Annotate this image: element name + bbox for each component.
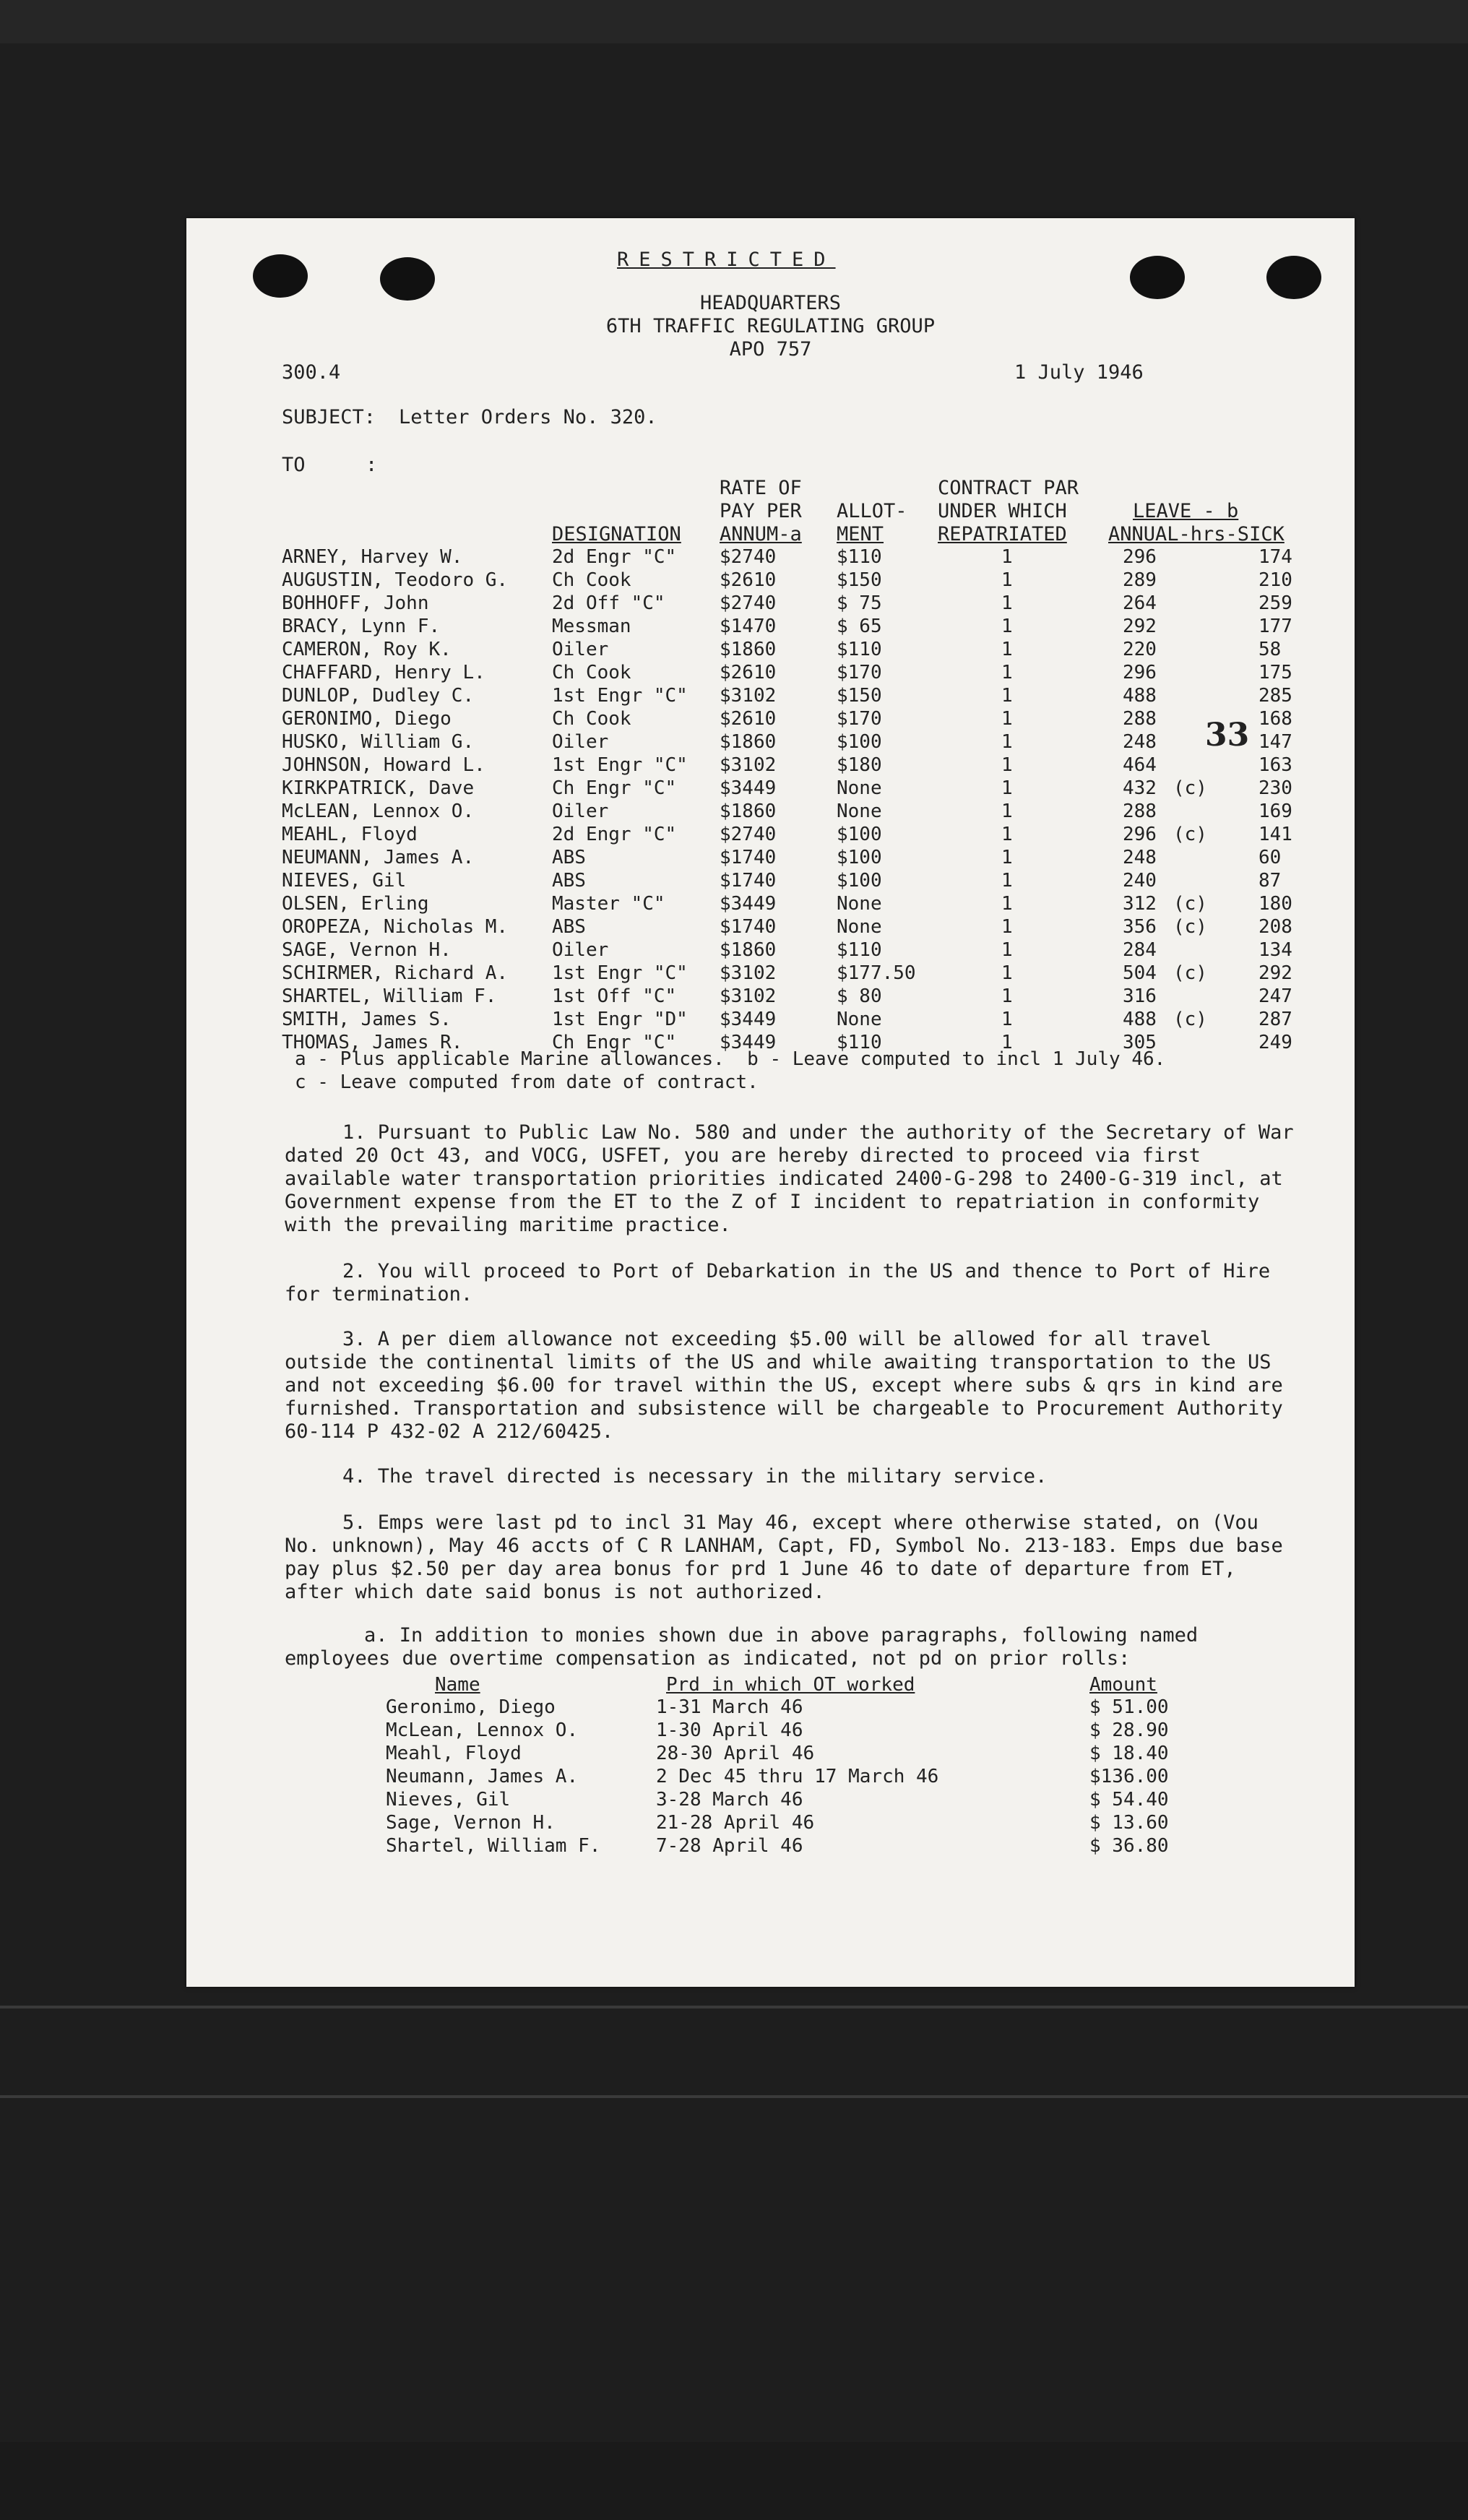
classification-marking: RESTRICTED: [617, 249, 836, 271]
row-contract: 1: [1001, 962, 1013, 984]
table-row: [186, 962, 1355, 985]
row-rate: $2610: [720, 662, 777, 683]
col-header-designation: DESIGNATION: [552, 523, 681, 545]
row-leave-sick: 174: [1258, 546, 1292, 568]
table-row: [186, 662, 1355, 685]
row-name: MEAHL, Floyd: [282, 824, 418, 845]
ot-amount: $ 54.40: [1089, 1789, 1169, 1811]
paragraph-1: 1. Pursuant to Public Law No. 580 and under the authority of the Secretary of War dated 20 Oct 43, and VOCG, USFET, you are hereby directed to proceed via first available water transportation priorities indicated 2400-G-298 to 2400-G-319 incl, at Government expense from the ET to the Z of I incident to repatriation in conformity with the prevailing maritime practice.: [285, 1121, 1294, 1236]
row-designation: Ch Cook: [552, 708, 631, 730]
row-name: THOMAS, James R.: [282, 1032, 463, 1053]
org-line-3: APO 757: [729, 338, 812, 361]
table-row: [186, 985, 1355, 1009]
row-name: SHARTEL, William F.: [282, 985, 497, 1007]
table-row: [186, 824, 1355, 847]
list-item: [186, 1835, 1355, 1858]
table-row: [186, 731, 1355, 754]
row-designation: ABS: [552, 916, 586, 938]
row-contract: 1: [1001, 870, 1013, 892]
row-name: OLSEN, Erling: [282, 893, 429, 915]
row-rate: $1470: [720, 616, 777, 637]
row-allotment: $177.50: [837, 962, 916, 984]
row-contract: 1: [1001, 731, 1013, 753]
row-rate: $1740: [720, 916, 777, 938]
row-contract: 1: [1001, 777, 1013, 799]
col-header-leave-1: LEAVE - b: [1133, 500, 1239, 522]
table-row: [186, 685, 1355, 708]
row-leave-code: (c): [1173, 893, 1207, 915]
row-contract: 1: [1001, 939, 1013, 961]
file-number: 300.4: [282, 361, 341, 384]
row-name: McLEAN, Lennox O.: [282, 801, 475, 822]
row-rate: $3449: [720, 777, 777, 799]
row-leave-annual: 289: [1123, 569, 1157, 591]
row-name: BRACY, Lynn F.: [282, 616, 441, 637]
row-leave-sick: 58: [1258, 639, 1282, 660]
film-band-bottom: [0, 2442, 1468, 2520]
org-line-2: 6TH TRAFFIC REGULATING GROUP: [605, 315, 936, 337]
table-row: [186, 847, 1355, 870]
row-designation: Oiler: [552, 939, 609, 961]
subject-label: SUBJECT:: [282, 406, 376, 428]
row-leave-annual: 356: [1123, 916, 1157, 938]
row-contract: 1: [1001, 546, 1013, 568]
table-row: [186, 1009, 1355, 1032]
row-allotment: $110: [837, 639, 882, 660]
ot-period: 21-28 April 46: [656, 1812, 815, 1834]
row-name: ARNEY, Harvey W.: [282, 546, 463, 568]
list-item: [186, 1696, 1355, 1719]
row-contract: 1: [1001, 801, 1013, 822]
row-contract: 1: [1001, 916, 1013, 938]
ot-name: Neumann, James A.: [386, 1766, 579, 1787]
row-rate: $3449: [720, 1032, 777, 1053]
footnote-ab: a - Plus applicable Marine allowances. b - Leave computed to incl 1 July 46.: [295, 1048, 1166, 1070]
row-leave-code: (c): [1173, 916, 1207, 938]
row-name: AUGUSTIN, Teodoro G.: [282, 569, 509, 591]
film-line: [0, 2095, 1468, 2098]
row-leave-code: (c): [1173, 962, 1207, 984]
row-allotment: None: [837, 1009, 882, 1030]
col-header-allot-1: ALLOT-: [837, 500, 907, 522]
col-header-rate-2: PAY PER: [720, 500, 802, 522]
row-designation: 2d Engr "C": [552, 546, 677, 568]
row-leave-annual: 292: [1123, 616, 1157, 637]
row-contract: 1: [1001, 639, 1013, 660]
row-designation: Ch Engr "C": [552, 1032, 677, 1053]
row-leave-annual: 284: [1123, 939, 1157, 961]
ot-name: Shartel, William F.: [386, 1835, 601, 1857]
ot-period: 1-31 March 46: [656, 1696, 803, 1718]
row-rate: $2610: [720, 708, 777, 730]
row-allotment: $150: [837, 569, 882, 591]
table-row: [186, 916, 1355, 939]
row-allotment: None: [837, 777, 882, 799]
document-date: 1 July 1946: [1014, 361, 1144, 384]
row-leave-sick: 147: [1258, 731, 1292, 753]
col-header-contract-1: CONTRACT PAR: [938, 477, 1079, 499]
row-allotment: $ 80: [837, 985, 882, 1007]
row-allotment: None: [837, 893, 882, 915]
row-leave-sick: 208: [1258, 916, 1292, 938]
ot-amount: $ 51.00: [1089, 1696, 1169, 1718]
row-leave-sick: 168: [1258, 708, 1292, 730]
row-leave-annual: 288: [1123, 801, 1157, 822]
row-leave-sick: 175: [1258, 662, 1292, 683]
row-contract: 1: [1001, 592, 1013, 614]
document-page: [186, 218, 1355, 1987]
row-name: SAGE, Vernon H.: [282, 939, 452, 961]
row-rate: $1860: [720, 939, 777, 961]
row-designation: 1st Engr "C": [552, 685, 688, 707]
row-allotment: $170: [837, 662, 882, 683]
row-allotment: $ 75: [837, 592, 882, 614]
row-name: CAMERON, Roy K.: [282, 639, 452, 660]
row-allotment: $110: [837, 1032, 882, 1053]
row-name: BOHHOFF, John: [282, 592, 429, 614]
row-leave-sick: 134: [1258, 939, 1292, 961]
row-rate: $1740: [720, 847, 777, 868]
film-band-top: [0, 0, 1468, 43]
table-row: [186, 616, 1355, 639]
row-leave-annual: 296: [1123, 546, 1157, 568]
row-leave-annual: 220: [1123, 639, 1157, 660]
row-leave-sick: 285: [1258, 685, 1292, 707]
row-rate: $1860: [720, 801, 777, 822]
row-contract: 1: [1001, 1032, 1013, 1053]
row-leave-sick: 247: [1258, 985, 1292, 1007]
row-name: DUNLOP, Dudley C.: [282, 685, 475, 707]
list-item: [186, 1766, 1355, 1789]
row-rate: $3102: [720, 985, 777, 1007]
row-leave-sick: 180: [1258, 893, 1292, 915]
row-allotment: None: [837, 801, 882, 822]
table-row: [186, 708, 1355, 731]
row-rate: $2740: [720, 824, 777, 845]
row-leave-annual: 296: [1123, 662, 1157, 683]
to-colon: :: [366, 454, 378, 476]
row-leave-sick: 210: [1258, 569, 1292, 591]
list-item: [186, 1743, 1355, 1766]
row-leave-annual: 504: [1123, 962, 1157, 984]
row-name: SCHIRMER, Richard A.: [282, 962, 509, 984]
row-designation: Ch Engr "C": [552, 777, 677, 799]
row-name: GERONIMO, Diego: [282, 708, 452, 730]
row-leave-annual: 248: [1123, 847, 1157, 868]
row-leave-annual: 432: [1123, 777, 1157, 799]
row-leave-sick: 249: [1258, 1032, 1292, 1053]
ot-name: Meahl, Floyd: [386, 1743, 522, 1764]
row-designation: 2d Off "C": [552, 592, 665, 614]
row-rate: $3449: [720, 1009, 777, 1030]
row-designation: Ch Cook: [552, 662, 631, 683]
row-leave-annual: 296: [1123, 824, 1157, 845]
row-allotment: $ 65: [837, 616, 882, 637]
row-leave-sick: 259: [1258, 592, 1292, 614]
row-rate: $2740: [720, 546, 777, 568]
row-designation: ABS: [552, 847, 586, 868]
row-contract: 1: [1001, 685, 1013, 707]
row-rate: $2740: [720, 592, 777, 614]
row-allotment: $110: [837, 939, 882, 961]
row-allotment: None: [837, 916, 882, 938]
row-contract: 1: [1001, 569, 1013, 591]
row-rate: $3449: [720, 893, 777, 915]
row-contract: 1: [1001, 754, 1013, 776]
row-leave-sick: 230: [1258, 777, 1292, 799]
ot-period: 7-28 April 46: [656, 1835, 803, 1857]
ot-name: Nieves, Gil: [386, 1789, 511, 1811]
table-row: [186, 592, 1355, 616]
ot-name: Sage, Vernon H.: [386, 1812, 556, 1834]
row-leave-sick: 169: [1258, 801, 1292, 822]
paragraph-3: 3. A per diem allowance not exceeding $5.00 will be allowed for all travel outside the continental limits of the US and while awaiting transportation to the US and not exceeding $6.00 for travel within the US, except where subs & qrs in kind are furnished. Transportation and subsistence will be chargeable to Procurement Authority 60-114 P 432-02 A 212/60425.: [285, 1328, 1283, 1443]
table-row: [186, 870, 1355, 893]
row-leave-code: (c): [1173, 1009, 1207, 1030]
col-header-contract-2: UNDER WHICH: [938, 500, 1067, 522]
paragraph-2: 2. You will proceed to Port of Debarkation in the US and thence to Port of Hire for termination.: [285, 1260, 1271, 1306]
row-allotment: $100: [837, 731, 882, 753]
ot-period: 1-30 April 46: [656, 1719, 803, 1741]
row-leave-sick: 141: [1258, 824, 1292, 845]
subject-text: Letter Orders No. 320.: [399, 406, 657, 428]
ot-name: Geronimo, Diego: [386, 1696, 556, 1718]
col-header-allot-2: MENT: [837, 523, 884, 545]
row-leave-sick: 163: [1258, 754, 1292, 776]
page-number: 33: [1205, 717, 1250, 754]
row-leave-annual: 488: [1123, 685, 1157, 707]
row-leave-annual: 305: [1123, 1032, 1157, 1053]
ot-amount: $ 36.80: [1089, 1835, 1169, 1857]
row-leave-annual: 264: [1123, 592, 1157, 614]
row-contract: 1: [1001, 847, 1013, 868]
row-contract: 1: [1001, 985, 1013, 1007]
row-contract: 1: [1001, 893, 1013, 915]
ot-amount: $ 18.40: [1089, 1743, 1169, 1764]
table-row: [186, 569, 1355, 592]
ot-header-amount: Amount: [1089, 1674, 1157, 1696]
row-designation: 1st Engr "D": [552, 1009, 688, 1030]
row-designation: Oiler: [552, 731, 609, 753]
row-name: CHAFFARD, Henry L.: [282, 662, 485, 683]
row-name: OROPEZA, Nicholas M.: [282, 916, 509, 938]
ot-period: 2 Dec 45 thru 17 March 46: [656, 1766, 939, 1787]
row-designation: 1st Engr "C": [552, 962, 688, 984]
table-row: [186, 893, 1355, 916]
row-allotment: $100: [837, 824, 882, 845]
row-rate: $1860: [720, 731, 777, 753]
row-designation: 1st Engr "C": [552, 754, 688, 776]
row-rate: $1740: [720, 870, 777, 892]
row-designation: Oiler: [552, 639, 609, 660]
row-allotment: $170: [837, 708, 882, 730]
row-contract: 1: [1001, 824, 1013, 845]
row-allotment: $180: [837, 754, 882, 776]
ot-period: 3-28 March 46: [656, 1789, 803, 1811]
col-header-leave-2: ANNUAL-hrs-SICK: [1108, 523, 1284, 545]
row-leave-sick: 287: [1258, 1009, 1292, 1030]
ot-amount: $ 28.90: [1089, 1719, 1169, 1741]
row-leave-annual: 248: [1123, 731, 1157, 753]
ot-name: McLean, Lennox O.: [386, 1719, 579, 1741]
film-line: [0, 2006, 1468, 2008]
row-name: KIRKPATRICK, Dave: [282, 777, 475, 799]
row-leave-sick: 87: [1258, 870, 1282, 892]
row-rate: $3102: [720, 754, 777, 776]
paragraph-5: 5. Emps were last pd to incl 31 May 46, except where otherwise stated, on (Vou No. unknown), May 46 accts of C R LANHAM, Capt, FD, Symbol No. 213-183. Emps due base pay plus $2.50 per day area bonus for prd 1 June 46 to date of departure from ET, after which date said bonus is not authorized.: [285, 1511, 1283, 1603]
footnote-c: c - Leave computed from date of contract.: [295, 1071, 759, 1093]
row-rate: $1860: [720, 639, 777, 660]
to-label: TO: [282, 454, 306, 476]
row-designation: 1st Off "C": [552, 985, 677, 1007]
org-line-1: HEADQUARTERS: [699, 292, 842, 314]
punch-hole-icon: [253, 254, 308, 298]
row-leave-annual: 464: [1123, 754, 1157, 776]
row-leave-sick: 60: [1258, 847, 1282, 868]
row-name: NIEVES, Gil: [282, 870, 407, 892]
row-designation: ABS: [552, 870, 586, 892]
ot-amount: $ 13.60: [1089, 1812, 1169, 1834]
row-contract: 1: [1001, 1009, 1013, 1030]
row-allotment: $110: [837, 546, 882, 568]
row-contract: 1: [1001, 662, 1013, 683]
table-row: [186, 777, 1355, 801]
paragraph-4: 4. The travel directed is necessary in the military service.: [342, 1465, 1048, 1488]
table-row: [186, 939, 1355, 962]
row-designation: Master "C": [552, 893, 665, 915]
row-leave-annual: 288: [1123, 708, 1157, 730]
row-designation: Ch Cook: [552, 569, 631, 591]
list-item: [186, 1812, 1355, 1835]
row-name: NEUMANN, James A.: [282, 847, 475, 868]
row-allotment: $150: [837, 685, 882, 707]
row-leave-sick: 177: [1258, 616, 1292, 637]
table-row: [186, 754, 1355, 777]
table-row: [186, 801, 1355, 824]
col-header-contract-3: REPATRIATED: [938, 523, 1067, 545]
col-header-rate-3: ANNUM-a: [720, 523, 802, 545]
row-leave-annual: 316: [1123, 985, 1157, 1007]
row-leave-annual: 312: [1123, 893, 1157, 915]
row-designation: Oiler: [552, 801, 609, 822]
row-designation: 2d Engr "C": [552, 824, 677, 845]
col-header-rate-1: RATE OF: [720, 477, 802, 499]
row-rate: $2610: [720, 569, 777, 591]
row-designation: Messman: [552, 616, 631, 637]
row-contract: 1: [1001, 616, 1013, 637]
list-item: [186, 1789, 1355, 1812]
list-item: [186, 1719, 1355, 1743]
paragraph-5a: a. In addition to monies shown due in above paragraphs, following named employees due overtime compensation as indicated, not pd on prior rolls:: [285, 1624, 1199, 1670]
row-name: HUSKO, William G.: [282, 731, 475, 753]
row-contract: 1: [1001, 708, 1013, 730]
row-allotment: $100: [837, 870, 882, 892]
table-row: [186, 546, 1355, 569]
row-name: SMITH, James S.: [282, 1009, 452, 1030]
ot-amount: $136.00: [1089, 1766, 1169, 1787]
row-rate: $3102: [720, 962, 777, 984]
row-rate: $3102: [720, 685, 777, 707]
ot-period: 28-30 April 46: [656, 1743, 815, 1764]
ot-header-name: Name: [435, 1674, 480, 1696]
row-leave-sick: 292: [1258, 962, 1292, 984]
table-row: [186, 639, 1355, 662]
row-leave-annual: 240: [1123, 870, 1157, 892]
row-name: JOHNSON, Howard L.: [282, 754, 485, 776]
row-allotment: $100: [837, 847, 882, 868]
ot-header-period: Prd in which OT worked: [666, 1674, 915, 1696]
row-leave-code: (c): [1173, 777, 1207, 799]
row-leave-code: (c): [1173, 824, 1207, 845]
row-leave-annual: 488: [1123, 1009, 1157, 1030]
